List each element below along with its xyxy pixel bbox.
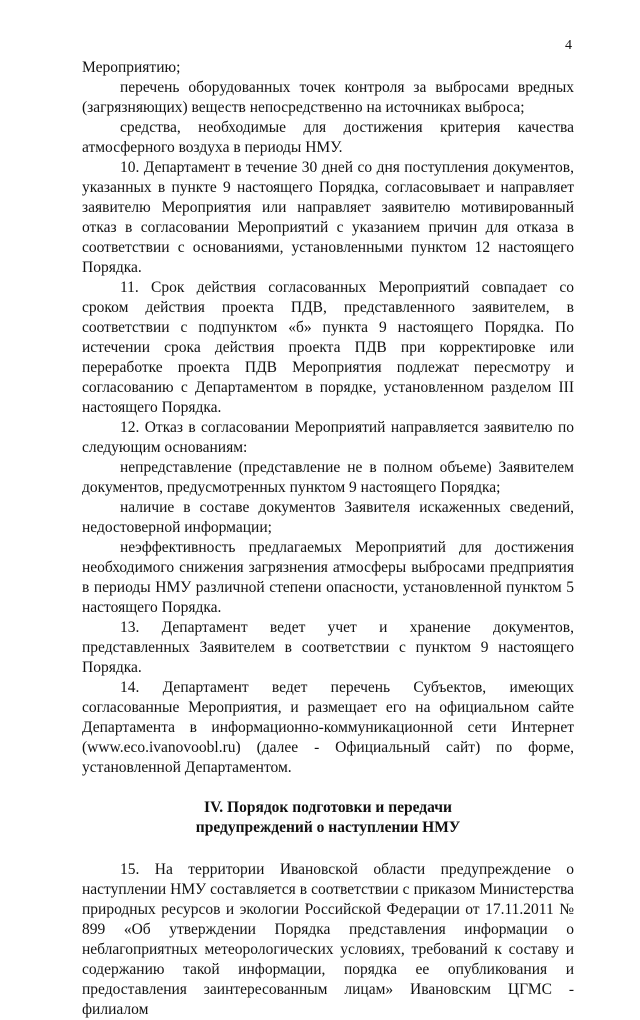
paragraph-2: перечень оборудованных точек контроля за выбросами вредных (загрязняющих) веществ непосредственно на источниках выброса; <box>82 79 574 116</box>
paragraph-5: 11. Срок действия согласованных Мероприятий совпадает со сроком действия проекта ПДВ, представленного заявителем, в соответствии с подпунктом «б» пункта 9 настоящего Порядка. По истечении срока действия проекта ПДВ при корректировке или переработке проекта ПДВ Мероприятия подлежат пересмотру и согласованию с Департаментом в порядке, установленном разделом III настоящего Порядка. <box>82 279 574 416</box>
paragraph-3: средства, необходимые для достижения критерия качества атмосферного воздуха в периоды НМУ. <box>82 119 574 156</box>
page-number: 4 <box>565 38 572 53</box>
paragraph-11: 14. Департамент ведет перечень Субъектов, имеющих согласованные Мероприятия, и размещает его на официальном сайте Департамента в информационно-коммуникационной сети Интернет (www.eco.ivanovoobl.ru) (далее - Официальный сайт) по форме, установленной Департаментом. <box>82 679 574 776</box>
paragraph-4: 10. Департамент в течение 30 дней со дня поступления документов, указанных в пункте 9 настоящего Порядка, согласовывает и направляет заявителю Мероприятия или направляет заявителю мотивированный отказ в согласовании Мероприятий с указанием причин для отказа в соответствии с основаниями, установленными пунктом 12 настоящего Порядка. <box>82 159 574 276</box>
section-heading-line-2: предупреждений о наступлении НМУ <box>195 819 461 836</box>
paragraph-1: Мероприятию; <box>82 59 181 76</box>
paragraph-12: 15. На территории Ивановской области предупреждение о наступлении НМУ составляется в соответствии с приказом Министерства природных ресурсов и экологии Российской Федерации от 17.11.2011 № 899 «Об утверждении Порядка представления информации о неблагоприятных метеорологических условиях, требований к составу и содержанию такой информации, порядка ее опубликования и предоставления заинтересованным лицам» Ивановским ЦГМС - филиалом <box>82 861 574 1018</box>
paragraph-8: наличие в составе документов Заявителя искаженных сведений, недостоверной информации; <box>82 499 574 536</box>
document-body <box>82 58 574 1020</box>
section-heading <box>82 798 574 838</box>
paragraph-7: непредставление (представление не в полном объеме) Заявителем документов, предусмотренных пунктом 9 настоящего Порядка; <box>82 459 574 496</box>
paragraph-6: 12. Отказ в согласовании Мероприятий направляется заявителю по следующим основаниям: <box>82 419 574 456</box>
paragraph-10: 13. Департамент ведет учет и хранение документов, представленных Заявителем в соответствии с пунктом 9 настоящего Порядка. <box>82 619 574 676</box>
paragraph-9: неэффективность предлагаемых Мероприятий для достижения необходимого снижения загрязнения атмосферы выбросами предприятия в периоды НМУ различной степени опасности, установленной пунктом 5 настоящего Порядка. <box>82 539 574 616</box>
section-heading-line-1: IV. Порядок подготовки и передачи <box>204 799 452 816</box>
